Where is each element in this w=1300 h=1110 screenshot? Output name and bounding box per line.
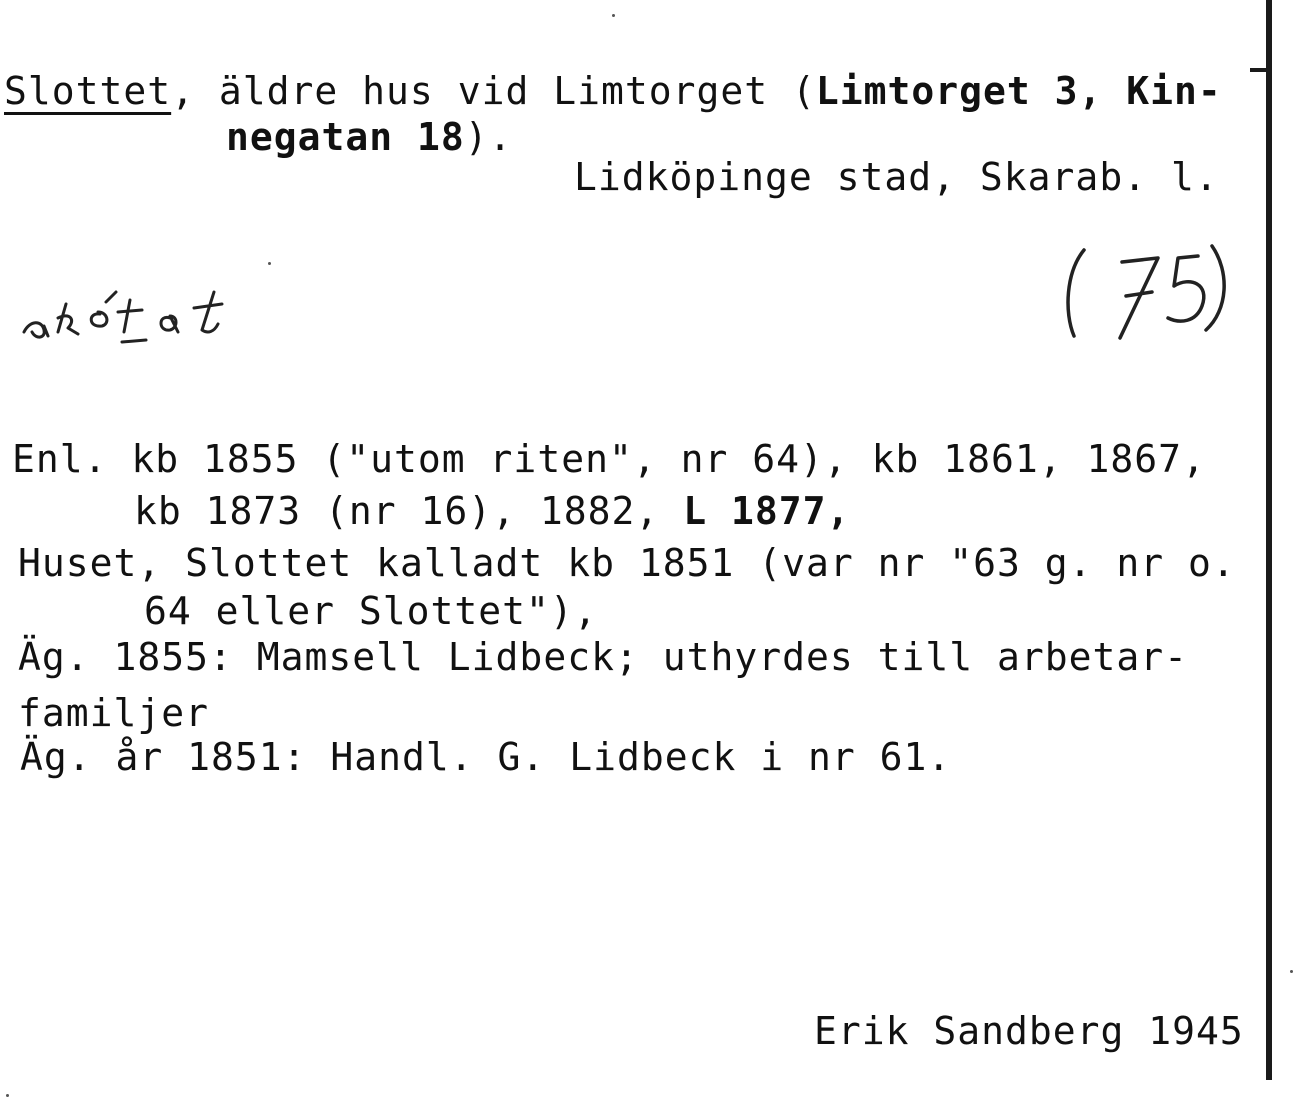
header-line-1: [4, 69, 1222, 113]
handwritten-note: [18, 262, 258, 356]
header-line-2: [226, 115, 513, 159]
scan-speck: [612, 14, 615, 17]
scan-speck: [6, 1094, 9, 1097]
signature: Erik Sandberg 1945: [814, 1009, 1244, 1053]
body-line-2-bold: L 1877,: [683, 489, 851, 533]
body-line-5: Äg. 1855: Mamsell Lidbeck; uthyrdes till arbetar-: [18, 635, 1189, 679]
card-title: Slottet: [4, 69, 172, 113]
handwritten-note-scribble: [18, 262, 258, 352]
card-title-description: , äldre hus vid Limtorget (: [171, 69, 816, 113]
handwritten-number: [1060, 232, 1240, 356]
address-bold: Limtorget 3, Kin-: [815, 69, 1222, 113]
body-line-3: Huset, Slottet kalladt kb 1851 (var nr "63 g. nr o.: [18, 541, 1236, 585]
body-line-6: familjer: [18, 691, 210, 735]
body-line-7: Äg. år 1851: Handl. G. Lidbeck i nr 61.: [20, 735, 952, 779]
card-edge-tick: [1250, 68, 1268, 72]
address-close: ).: [464, 115, 513, 159]
body-line-1: Enl. kb 1855 ("utom riten", nr 64), kb 1861, 1867,: [12, 437, 1206, 481]
parish-line: Lidköpinge stad, Skarab. l.: [574, 155, 1219, 199]
scan-speck: [268, 262, 271, 265]
scan-speck: [1290, 970, 1293, 973]
body-line-2-text: kb 1873 (nr 16), 1882,: [134, 489, 684, 533]
body-line-2: [134, 489, 851, 533]
address-continued: negatan 18: [226, 115, 465, 159]
body-line-4: 64 eller Slottet"),: [144, 589, 598, 633]
handwritten-number-scribble: [1060, 232, 1240, 352]
card-edge-line: [1266, 0, 1272, 1080]
